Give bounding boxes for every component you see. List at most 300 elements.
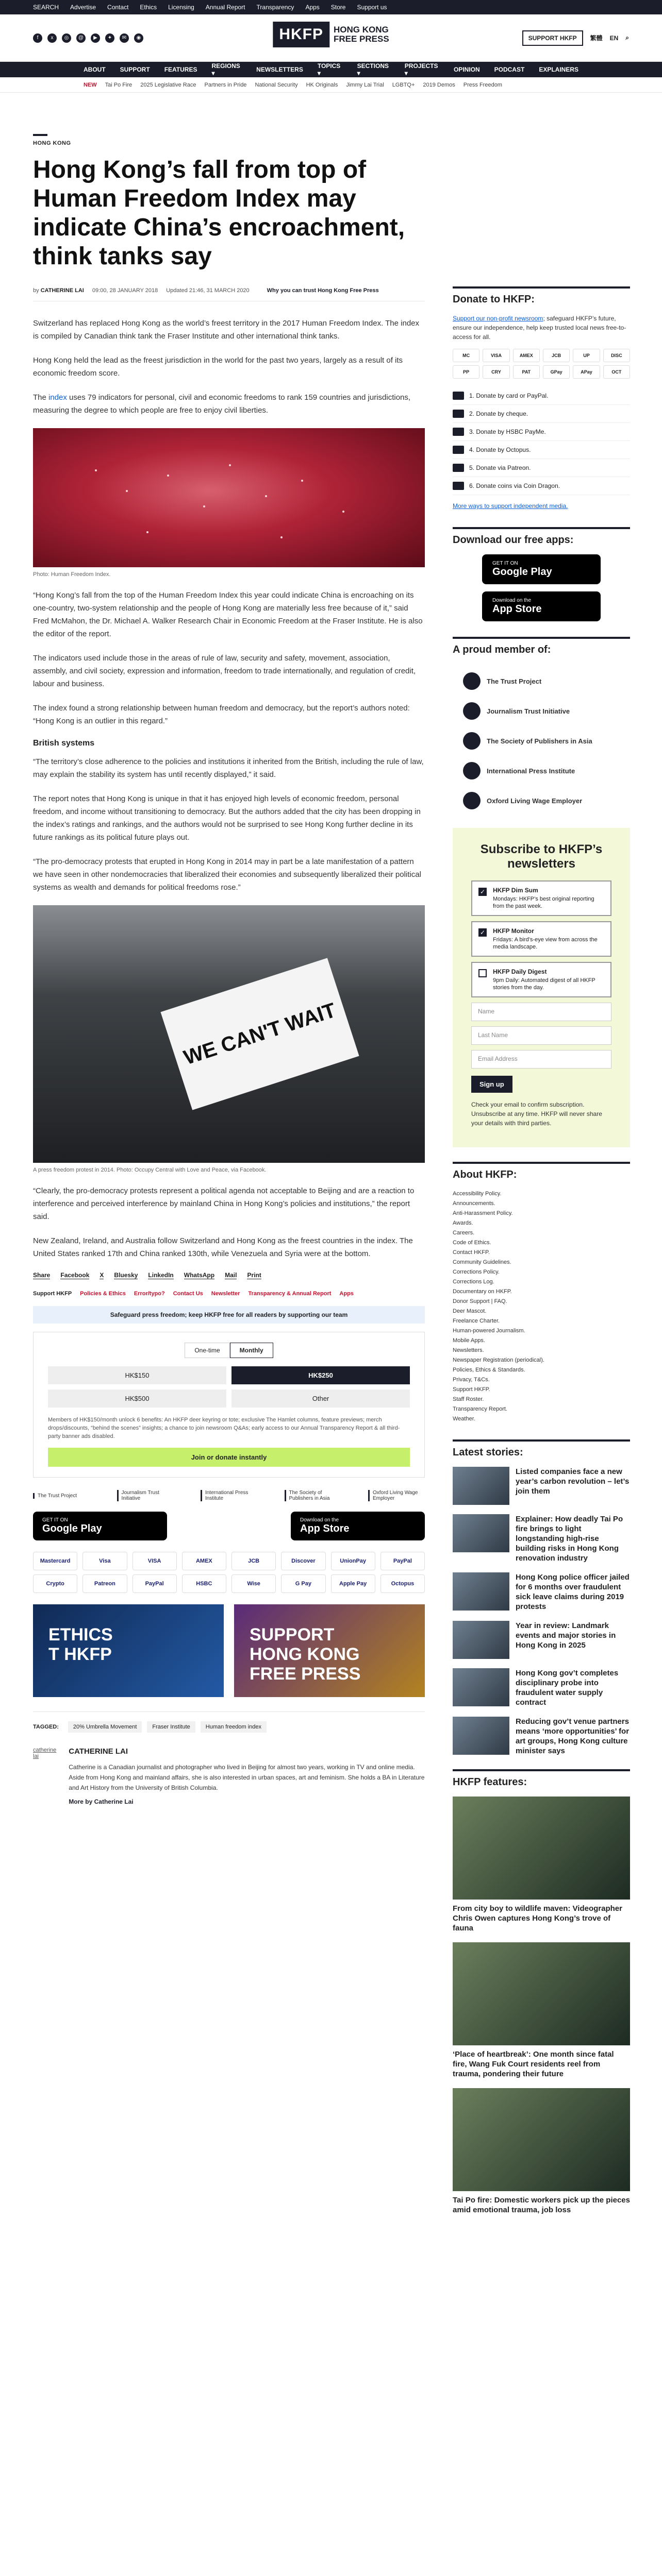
payment-icon[interactable]: Discover — [281, 1552, 325, 1570]
paragraph: The indicators used include those in the areas of rule of law, security and safety, movement, association, assembly, and civil society, expression and information, freedom to trade internationally, and regulation of credit, labour and business. — [33, 654, 416, 688]
tag-link[interactable]: Fraser Institute — [147, 1721, 195, 1733]
payment-icon[interactable]: Wise — [231, 1574, 276, 1593]
byline-author — [33, 287, 84, 294]
member-title: A proud member of: — [453, 637, 630, 656]
story-thumbnail[interactable] — [453, 1467, 509, 1505]
image-caption: A press freedom protest in 2014. Photo: Occupy Central with Love and Peace, via Facebook. — [33, 1167, 267, 1173]
donate-method[interactable] — [453, 441, 630, 459]
support-link[interactable]: Policies & Ethics — [80, 1291, 126, 1297]
donate-method[interactable] — [453, 459, 630, 477]
member-icon — [463, 672, 481, 690]
author-avatar[interactable]: catherine lai — [33, 1747, 57, 1759]
paragraph: The index found a strong relationship between human freedom and democracy, but the report’s authors noted: “Hong Kong is an outlier in this regard.” — [33, 704, 410, 725]
util-link[interactable]: Support us — [357, 4, 387, 11]
monthly-tab[interactable]: Monthly — [230, 1343, 273, 1358]
support-promo[interactable] — [234, 1604, 425, 1697]
story-headline[interactable]: Explainer: How deadly Tai Po fire brings to light longstanding high-rise building risks in Hong Kong renovation industry — [516, 1515, 623, 1563]
octopus-icon — [453, 446, 464, 454]
sopa-logo[interactable]: The Society of Publishers in Asia — [285, 1490, 341, 1501]
lang-zh-link[interactable]: 繁體 — [590, 35, 603, 42]
latest-story[interactable] — [453, 1621, 630, 1659]
sub-nav — [0, 77, 662, 93]
logo-line-1: HONG KONG — [333, 25, 389, 35]
author-box — [33, 1747, 425, 1805]
share-bar — [33, 1272, 425, 1279]
support-link[interactable]: Newsletter — [211, 1291, 240, 1297]
by-label: by — [33, 287, 39, 294]
about-link[interactable]: Deer Mascot. — [453, 1308, 487, 1314]
donate-method[interactable] — [453, 477, 630, 495]
member-label: The Trust Project — [487, 677, 542, 685]
latest-story[interactable] — [453, 1467, 630, 1505]
checkbox-checked-icon[interactable]: ✓ — [478, 888, 487, 896]
feature-headline[interactable]: ‘Place of heartbreak’: One month since fatal fire, Wang Fuk Court residents reel from trauma, pondering their future — [453, 2050, 614, 2078]
more-ways-link[interactable]: More ways to support independent media. — [453, 502, 568, 510]
sidebar-google-play-button[interactable] — [482, 554, 601, 584]
payment-icon[interactable]: UnionPay — [331, 1552, 375, 1570]
donate-method[interactable] — [453, 423, 630, 441]
support-link[interactable]: Contact Us — [173, 1291, 203, 1297]
about-link[interactable]: Community Guidelines. — [453, 1259, 511, 1265]
freedom-index-map-image — [33, 428, 425, 567]
more-by-author-link[interactable]: More by Catherine Lai — [69, 1798, 134, 1805]
latest-story[interactable] — [453, 1717, 630, 1756]
search-link[interactable]: SEARCH — [33, 4, 59, 11]
member-label: Journalism Trust Initiative — [487, 707, 570, 715]
payment-icon[interactable]: PayPal — [380, 1552, 425, 1570]
nav-item[interactable]: REGIONS ▾ — [211, 62, 240, 77]
payment-icon[interactable]: JCB — [231, 1552, 276, 1570]
util-link[interactable]: Store — [330, 4, 346, 11]
story-headline[interactable]: Hong Kong gov’t completes disciplinary probe into fraudulent water supply contract — [516, 1669, 619, 1707]
newsletter-option-title: HKFP Monitor — [493, 927, 534, 935]
share-x[interactable]: X — [100, 1272, 104, 1279]
payment-icon[interactable]: GPay — [543, 365, 570, 379]
author-info — [69, 1747, 425, 1805]
member-logo[interactable] — [463, 756, 630, 786]
payment-icon[interactable]: PayPal — [133, 1574, 177, 1593]
logo-line-2: FREE PRESS — [333, 34, 389, 44]
nav-item[interactable]: FEATURES — [164, 66, 197, 73]
store-big-text: App Store — [492, 603, 542, 615]
story-thumbnail[interactable] — [453, 1514, 509, 1552]
author-bio: Catherine is a Canadian journalist and photographer who lived in Beijing for almost two years, working in TV and online media. Aside from Hong Kong and mainland affairs, she is also interested in urban spaces, art and feminism. She holds a BA in Literature and Art History from the University of British Columbia. — [69, 1764, 425, 1791]
paragraph: “Clearly, the pro-democracy protests represent a political agenda not acceptable to Beijing and are a reaction to interference and perceived interference by mainland China in Hong Kong’s policies and institutions,” the report said. — [33, 1187, 415, 1221]
member-label: The Society of Publishers in Asia — [487, 737, 592, 745]
byline — [33, 287, 425, 301]
apps-title: Download our free apps: — [453, 527, 630, 546]
nav-item[interactable]: SUPPORT — [120, 66, 150, 73]
facebook-icon[interactable]: f — [33, 33, 42, 43]
payment-icon[interactable]: VISA — [483, 349, 509, 362]
amount-option[interactable]: HK$150 — [48, 1366, 226, 1384]
share-whatsapp[interactable]: WhatsApp — [184, 1272, 215, 1279]
donate-method-label: 2. Donate by cheque. — [469, 410, 528, 417]
about-link[interactable]: Weather. — [453, 1416, 475, 1422]
donate-text — [453, 314, 630, 342]
member-benefits: Members of HK$150/month unlock 6 benefits: An HKFP deer keyring or tote; exclusive The Hamlet columns, feature previews; merch drops/discounts, “behind the scenes” insights; a chance to join newsroom Q&As; early access to our Annual Transparency Report & all third-party banner ads disabled. — [48, 1417, 400, 1439]
new-badge: NEW — [84, 81, 97, 88]
donate-method-label: 1. Donate by card or PayPal. — [469, 392, 549, 399]
latest-title: Latest stories: — [453, 1439, 630, 1459]
tag-link[interactable]: Human freedom index — [201, 1721, 267, 1733]
rss-icon[interactable]: ◉ — [134, 33, 143, 43]
coin-icon — [453, 482, 464, 490]
checkbox-checked-icon[interactable]: ✓ — [478, 928, 487, 937]
about-link[interactable]: Freelance Charter. — [453, 1318, 500, 1324]
jti-logo[interactable]: Journalism Trust Initiative — [117, 1490, 174, 1501]
feature-image[interactable] — [453, 1797, 630, 1900]
paragraph: New Zealand, Ireland, and Australia follow Switzerland and Hong Kong as the freest countries in the index. The United States ranked 17th and China ranked 130th, while Venezuela and Syria were at the bottom. — [33, 1236, 413, 1258]
signup-button[interactable]: Sign up — [471, 1076, 512, 1093]
about-link[interactable]: Newspaper Registration (periodical). — [453, 1357, 544, 1363]
newsletter-option-desc: Fridays: A bird’s-eye view from across the media landscape. — [493, 937, 598, 950]
promo-row — [33, 1604, 425, 1697]
payment-icon[interactable]: UP — [573, 349, 600, 362]
update-date: Updated 21:46, 31 MARCH 2020 — [166, 287, 250, 294]
promo-text: T HKFP — [48, 1645, 112, 1664]
payment-icon[interactable]: CRY — [483, 365, 509, 379]
checkbox-icon[interactable] — [478, 969, 487, 977]
amount-option[interactable]: Other — [231, 1389, 410, 1408]
newsletter-signup — [453, 828, 630, 1147]
ipi-logo[interactable]: International Press Institute — [201, 1490, 257, 1501]
amount-option-selected[interactable]: HK$250 — [231, 1366, 410, 1384]
payment-icon[interactable]: G Pay — [281, 1574, 325, 1593]
nav-item[interactable]: EXPLAINERS — [539, 66, 578, 73]
support-links — [33, 1291, 425, 1297]
sidebar — [453, 286, 630, 2224]
util-link[interactable]: Transparency — [256, 4, 294, 11]
subnav-item[interactable]: 2025 Legislative Race — [140, 81, 196, 88]
story-headline[interactable]: Hong Kong police officer jailed for 6 months over fraudulent sick leave claims during 2019 protests — [516, 1573, 630, 1611]
payme-icon — [453, 428, 464, 436]
feature-image[interactable] — [453, 2088, 630, 2191]
about-link[interactable]: Policies, Ethics & Standards. — [453, 1367, 525, 1373]
latest-stories — [453, 1467, 630, 1756]
donate-method[interactable] — [453, 405, 630, 423]
about-link[interactable]: Anti-Harassment Policy. — [453, 1210, 513, 1216]
author-link[interactable]: CATHERINE LAI — [40, 287, 84, 294]
subnav-item[interactable]: 2019 Demos — [423, 81, 455, 88]
paragraph: “The pro-democracy protests that erupted in Hong Kong in 2014 may in part be a late manifestation of a pattern we have seen in other nondemocracies that liberalized their economies and subsequently liberalized their political systems as wealth and demands for political freedoms rose.” — [33, 857, 421, 892]
article-title: Hong Kong’s fall from top of Human Freedom Index may indicate China’s encroachment, think tanks say — [33, 156, 405, 270]
donate-text-body: ; safeguard HKFP’s future, ensure our independence, help keep trusted local news free-to-access for all. — [453, 315, 626, 341]
sidebar-app-store-button[interactable] — [482, 591, 601, 621]
about-link[interactable]: Awards. — [453, 1220, 473, 1226]
email-input[interactable]: Email Address — [471, 1050, 611, 1069]
publish-date: 09:00, 28 JANUARY 2018 — [92, 287, 158, 294]
feature-stories — [453, 1797, 630, 2215]
about-link[interactable]: Donor Support | FAQ. — [453, 1298, 507, 1304]
nav-item[interactable]: NEWSLETTERS — [256, 66, 303, 73]
utility-bar — [0, 0, 662, 14]
paragraph: Hong Kong held the lead as the freest jurisdiction in the world for the past two years, largely as a result of its economic freedom score. — [33, 356, 403, 378]
member-label: International Press Institute — [487, 767, 575, 775]
mail-icon[interactable]: ✉ — [120, 33, 129, 43]
about-link[interactable]: Corrections Log. — [453, 1279, 494, 1285]
image-caption: Photo: Human Freedom Index. — [33, 571, 111, 578]
social-icons — [33, 33, 143, 43]
subnav-item[interactable]: LGBTQ+ — [392, 81, 415, 88]
paragraph-text: The — [33, 393, 49, 402]
search-icon[interactable]: ⌕ — [625, 34, 629, 41]
logo-text — [334, 25, 389, 44]
living-wage-logo[interactable]: Oxford Living Wage Employer — [368, 1490, 425, 1501]
card-icon — [453, 392, 464, 400]
paragraph — [33, 391, 425, 417]
payment-icon[interactable]: Patreon — [82, 1574, 127, 1593]
about-link[interactable]: Code of Ethics. — [453, 1240, 491, 1246]
article-category[interactable]: HONG KONG — [33, 140, 71, 146]
util-link[interactable]: Annual Report — [205, 4, 245, 11]
member-icon — [463, 732, 481, 750]
join-button[interactable]: Join or donate instantly — [48, 1448, 410, 1467]
donate-method-label: 4. Donate by Octopus. — [469, 446, 531, 453]
payment-icon[interactable]: APay — [573, 365, 600, 379]
frequency-toggle — [48, 1343, 410, 1358]
share-mail[interactable]: Mail — [225, 1272, 237, 1279]
site-header — [0, 14, 662, 62]
x-icon[interactable]: x — [47, 33, 57, 43]
non-profit-link[interactable]: Support our non-profit newsroom — [453, 315, 543, 322]
about-links — [453, 1189, 630, 1424]
payment-icon[interactable]: HSBC — [182, 1574, 226, 1593]
subnav-item[interactable]: HK Originals — [306, 81, 338, 88]
payment-icon[interactable]: PAT — [513, 365, 540, 379]
store-big-text: Google Play — [492, 566, 552, 578]
tags-label: TAGGED: — [33, 1724, 59, 1730]
instagram-icon[interactable]: ◎ — [62, 33, 71, 43]
google-play-button[interactable] — [33, 1512, 167, 1540]
app-store-row — [33, 1512, 425, 1540]
about-link[interactable]: Privacy, T&Cs. — [453, 1377, 490, 1383]
support-link[interactable]: Apps — [339, 1291, 354, 1297]
about-link[interactable]: Staff Roster. — [453, 1396, 484, 1402]
payment-icon[interactable]: Mastercard — [33, 1552, 77, 1570]
donate-method-label: 3. Donate by HSBC PayMe. — [469, 428, 546, 435]
safeguard-banner[interactable]: Safeguard press freedom; keep HKFP free for all readers by supporting our team — [33, 1306, 425, 1324]
about-link[interactable]: Corrections Policy. — [453, 1269, 500, 1275]
store-small-text: Download on the — [492, 598, 532, 603]
paragraph: Switzerland has replaced Hong Kong as the world’s freest territory in the 2017 Human Freedom Index. The index is compiled by Canadian think tank the Fraser Institute and other international think tanks. — [33, 319, 420, 341]
sidebar-payment-icons — [453, 349, 630, 379]
paragraph: “Hong Kong’s fall from the top of the Human Freedom Index this year could indicate China is encroaching on its one-country, two-system relationship and the people of Hong Kong are materially less free because of it,” said Fred McMahon, the Dr. Michael A. Walker Research Chair in Economic Freedom at the Fraser Institute. He is also the editor of the report. — [33, 591, 423, 638]
nav-item[interactable]: ABOUT — [84, 66, 106, 73]
donate-method[interactable] — [453, 387, 630, 405]
paragraph-text: uses 79 indicators for personal, civil and economic freedoms to rank 159 countries and jurisdictions, measuring the degree to which people are free to enjoy civil liberties. — [33, 393, 411, 415]
store-big-text: Google Play — [42, 1523, 102, 1534]
support-hkfp-button[interactable]: SUPPORT HKFP — [522, 30, 583, 46]
story-thumbnail[interactable] — [453, 1621, 509, 1659]
lang-en-link[interactable]: EN — [609, 34, 619, 42]
header-actions — [522, 30, 629, 46]
one-time-tab[interactable]: One-time — [185, 1343, 229, 1358]
subnav-item[interactable]: Partners in Pride — [204, 81, 247, 88]
story-headline[interactable]: Listed companies face a new year’s carbon revolution – let’s join them — [516, 1467, 630, 1496]
util-link[interactable]: Advertise — [70, 4, 96, 11]
feature-story[interactable] — [453, 1942, 630, 2079]
donate-widget — [33, 1332, 425, 1478]
member-icon — [463, 702, 481, 720]
bluesky-icon[interactable]: ✦ — [105, 33, 114, 43]
first-name-input[interactable]: Name — [471, 1003, 611, 1021]
newsletter-option[interactable] — [471, 921, 611, 957]
amount-option[interactable]: HK$500 — [48, 1389, 226, 1408]
member-logo[interactable] — [463, 726, 630, 756]
feature-story[interactable] — [453, 1797, 630, 1933]
trust-link[interactable]: Why you can trust Hong Kong Free Press — [267, 287, 379, 294]
subnav-item[interactable]: Press Freedom — [463, 81, 502, 88]
section-heading: British systems — [33, 739, 95, 748]
patreon-icon — [453, 464, 464, 472]
story-headline[interactable]: Reducing gov’t venue partners means ‘more opportunities’ for art groups, Hong Kong culture minister says — [516, 1717, 630, 1755]
payment-icon[interactable]: JCB — [543, 349, 570, 362]
about-link[interactable]: Support HKFP. — [453, 1386, 490, 1393]
donate-method-label: 6. Donate coins via Coin Dragon. — [469, 482, 560, 489]
util-link[interactable]: Licensing — [168, 4, 194, 11]
nav-item[interactable]: TOPICS ▾ — [317, 62, 341, 77]
tag-link[interactable]: 20% Umbrella Movement — [68, 1721, 142, 1733]
payment-icon[interactable]: Crypto — [33, 1574, 77, 1593]
support-link[interactable]: Support HKFP — [33, 1291, 72, 1297]
subnav-item[interactable]: Tai Po Fire — [105, 81, 133, 88]
article — [33, 134, 425, 1805]
protest-photo — [33, 905, 425, 1163]
donate-methods — [453, 387, 630, 495]
story-thumbnail[interactable] — [453, 1717, 509, 1755]
main-nav — [0, 62, 662, 77]
donate-method-label: 5. Donate via Patreon. — [469, 464, 531, 471]
latest-story[interactable] — [453, 1514, 630, 1563]
ethics-promo[interactable] — [33, 1604, 224, 1697]
payment-icon[interactable]: Visa — [82, 1552, 127, 1570]
promo-text: SUPPORT — [250, 1625, 335, 1645]
member-logo[interactable] — [463, 696, 630, 726]
youtube-icon[interactable]: ▶ — [91, 33, 100, 43]
about-link[interactable]: Announcements. — [453, 1200, 495, 1207]
share-facebook[interactable]: Facebook — [60, 1272, 90, 1279]
store-small-text: GET IT ON — [42, 1517, 68, 1523]
newsletter-option-title: HKFP Daily Digest — [493, 968, 547, 975]
feature-headline[interactable]: Tai Po fire: Domestic workers pick up the pieces amid emotional trauma, job loss — [453, 2196, 630, 2214]
site-logo[interactable] — [273, 22, 389, 47]
payment-icon[interactable]: VISA — [133, 1552, 177, 1570]
payment-icon[interactable]: Octopus — [380, 1574, 425, 1593]
about-link[interactable]: Human-powered Journalism. — [453, 1328, 525, 1334]
nav-item[interactable]: PROJECTS ▾ — [404, 62, 438, 77]
about-link[interactable]: Newsletters. — [453, 1347, 484, 1353]
share-print[interactable]: Print — [247, 1272, 261, 1279]
newsletter-option-desc: Mondays: HKFP’s best original reporting from the past week. — [493, 896, 594, 909]
latest-story[interactable] — [453, 1572, 630, 1612]
store-big-text: App Store — [300, 1523, 350, 1534]
about-link[interactable]: Contact HKFP. — [453, 1249, 490, 1256]
payment-icon[interactable]: OCT — [603, 365, 630, 379]
share-linkedin[interactable]: LinkedIn — [148, 1272, 174, 1279]
features-title: HKFP features: — [453, 1769, 630, 1788]
tags-row — [33, 1711, 425, 1733]
member-logos — [463, 666, 630, 816]
about-link[interactable]: Documentary on HKFP. — [453, 1289, 512, 1295]
newsletter-option[interactable] — [471, 962, 611, 997]
payment-icon[interactable]: AMEX — [182, 1552, 226, 1570]
share-bluesky[interactable]: Bluesky — [114, 1272, 138, 1279]
payment-icon[interactable]: AMEX — [513, 349, 540, 362]
support-link[interactable]: Transparency & Annual Report — [248, 1291, 332, 1297]
subnav-item[interactable]: National Security — [255, 81, 298, 88]
payment-icon[interactable]: PP — [453, 365, 479, 379]
about-link[interactable]: Mobile Apps. — [453, 1337, 485, 1344]
about-link[interactable]: Transparency Report. — [453, 1406, 507, 1412]
payment-icon[interactable]: DISC — [603, 349, 630, 362]
member-logo[interactable] — [463, 666, 630, 696]
donate-title: Donate to HKFP: — [453, 286, 630, 306]
util-link[interactable]: Apps — [305, 4, 320, 11]
member-logo[interactable] — [463, 786, 630, 816]
newsletter-option-title: HKFP Dim Sum — [493, 887, 538, 894]
nav-item[interactable]: OPINION — [453, 66, 480, 73]
payment-icon[interactable]: Apple Pay — [331, 1574, 375, 1593]
partner-logos — [33, 1490, 425, 1501]
index-link[interactable]: index — [48, 393, 67, 402]
util-link[interactable]: Ethics — [140, 4, 157, 11]
newsletter-option[interactable] — [471, 880, 611, 916]
store-small-text: GET IT ON — [492, 561, 518, 566]
about-link[interactable]: Careers. — [453, 1230, 475, 1236]
member-icon — [463, 762, 481, 779]
paragraph: “The territory’s close adherence to the policies and institutions it inherited from the British, including the rule of law, may explain the stability its system has until recently displayed,” it said. — [33, 757, 424, 779]
feature-headline[interactable]: From city boy to wildlife maven: Videographer Chris Owen captures Hong Kong’s trove of fauna — [453, 1904, 622, 1933]
app-store-button[interactable] — [291, 1512, 425, 1540]
feature-story[interactable] — [453, 2088, 630, 2215]
share-link[interactable]: Share — [33, 1272, 51, 1279]
nav-item[interactable]: PODCAST — [494, 66, 525, 73]
protest-banner: WE CAN'T WAIT — [160, 958, 359, 1110]
last-name-input[interactable]: Last Name — [471, 1026, 611, 1045]
story-thumbnail[interactable] — [453, 1572, 509, 1611]
paragraph: The report notes that Hong Kong is unique in that it has enjoyed high levels of economic freedom, personal freedom, and income without transitioning to democracy. But the authors added that the city has been dropping in the index’s ratings and rankings, and the authors would not be surprised to see Hong Kong further decline in its future rankings as its political future plays out. — [33, 794, 421, 842]
cheque-icon — [453, 410, 464, 418]
author-name[interactable]: CATHERINE LAI — [69, 1747, 128, 1756]
newsletter-option-desc: 9pm Daily: Automated digest of all HKFP stories from the day. — [493, 977, 595, 991]
payment-icon[interactable]: MC — [453, 349, 479, 362]
util-link[interactable]: Contact — [107, 4, 129, 11]
threads-icon[interactable]: @ — [76, 33, 86, 43]
amount-options — [48, 1366, 410, 1408]
kicker-rule — [33, 134, 47, 136]
member-icon — [463, 792, 481, 809]
trust-project-logo[interactable]: The Trust Project — [33, 1493, 90, 1499]
story-headline[interactable]: Year in review: Landmark events and major stories in Hong Kong in 2025 — [516, 1621, 616, 1650]
nav-item[interactable]: SECTIONS ▾ — [357, 62, 389, 77]
feature-image[interactable] — [453, 1942, 630, 2045]
newsletter-title: Subscribe to HKFP’s newsletters — [480, 842, 603, 871]
subnav-item[interactable]: Jimmy Lai Trial — [346, 81, 384, 88]
about-link[interactable]: Accessibility Policy. — [453, 1191, 502, 1197]
promo-text: ETHICS — [48, 1625, 113, 1645]
store-small-text: Download on the — [300, 1517, 339, 1523]
about-title: About HKFP: — [453, 1162, 630, 1181]
member-label: Oxford Living Wage Employer — [487, 796, 583, 805]
newsletter-note: Check your email to confirm subscription. Unsubscribe at any time. HKFP will never share your details with third parties. — [471, 1101, 602, 1127]
latest-story[interactable] — [453, 1668, 630, 1707]
payment-methods — [33, 1552, 425, 1593]
support-link[interactable]: Error/typo? — [134, 1291, 165, 1297]
promo-text: HONG KONG FREE PRESS — [250, 1645, 361, 1684]
story-thumbnail[interactable] — [453, 1668, 509, 1706]
logo-box: HKFP — [273, 22, 329, 47]
